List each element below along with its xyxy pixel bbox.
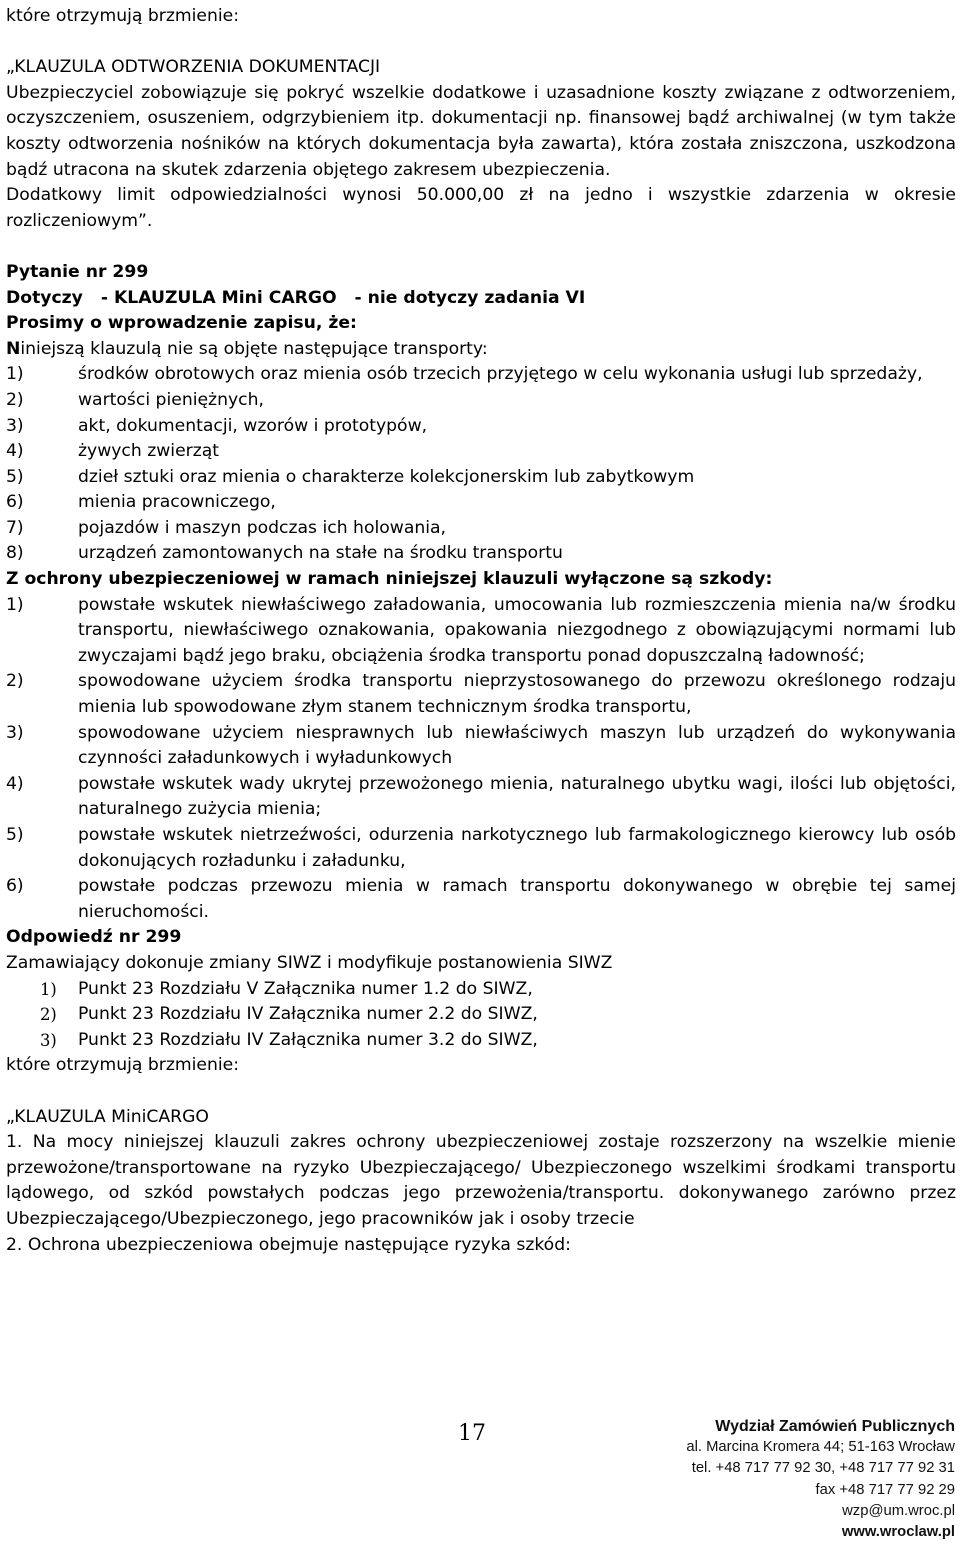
excluded-transports-list: [6, 362, 956, 567]
list-item-text: żywych zwierząt: [78, 441, 220, 462]
list-item-text: wartości pieniężnych,: [78, 389, 264, 410]
list-item: [6, 1002, 956, 1028]
list-item-text: mienia pracowniczego,: [78, 492, 276, 513]
page-number: 17: [458, 1421, 486, 1446]
answer-paragraph-2: 2. Ochrona ubezpieczeniowa obejmuje następujące ryzyka szkód:: [6, 1234, 571, 1255]
question-title: Pytanie nr 299: [6, 261, 149, 282]
office-contact-block: [686, 1416, 955, 1543]
list-item: [6, 874, 956, 925]
office-name: Wydział Zamówień Publicznych: [715, 1418, 955, 1435]
list-item-text: środków obrotowych oraz mienia osób trzecich przyjętego w celu wykonania usługi lub sprzedaży,: [78, 364, 923, 385]
answer-clause-title: „KLAUZULA MiniCARGO: [6, 1106, 209, 1127]
answer-items-list: [6, 977, 956, 1054]
list-item-number: 2): [6, 389, 24, 410]
list-item-number: 2): [6, 671, 24, 692]
office-email: wzp@um.wroc.pl: [842, 1502, 955, 1519]
list-item-text: powstałe wskutek niewłaściwego załadowania, umocowania lub rozmieszczenia mienia na/w środku transportu, niewłaściwego oznakowania, opakowania niezgodnego z obowiązującymi normami lub zwyczajami bądź jego braku, obciążenia środka transportu ponad dopuszczalną ładowność;: [78, 594, 956, 666]
list-item: [6, 414, 956, 440]
list-item: [6, 439, 956, 465]
spacer: [6, 1079, 956, 1105]
answer-paragraph-1: 1. Na mocy niniejszej klauzuli zakres ochrony ubezpieczeniowej zostaje rozszerzony na wszelkie mienie przewożone/transportowane na ryzyko Ubezpieczającego/ Ubezpieczonego wszelkimi środkami transportu lądowego, od szkód powstałych podczas jego przewożenia/transportu. dokonywanego zarówno przez Ubezpieczającego/Ubezpieczonego, jego pracowników jak i osoby trzecie: [6, 1132, 956, 1229]
list-item-number: 3): [6, 415, 24, 436]
list-item: [6, 541, 956, 567]
list-item-number: 4): [6, 441, 24, 462]
list-item-text: dzieł sztuki oraz mienia o charakterze kolekcjonerskim lub zabytkowym: [78, 466, 695, 487]
list-item: [6, 1028, 956, 1054]
spacer: [6, 234, 956, 260]
list-item: [6, 823, 956, 874]
list-item-number: 3): [40, 1030, 57, 1050]
list-item: [6, 669, 956, 720]
list-item-number: 7): [6, 517, 24, 538]
question-subject: Dotyczy - KLAUZULA Mini CARGO - nie dotyczy zadania VI: [6, 287, 586, 308]
list-item-text: Punkt 23 Rozdziału V Załącznika numer 1.2 do SIWZ,: [78, 978, 533, 999]
question-lead-rest: iniejszą klauzulą nie są objęte następujące transporty:: [20, 338, 488, 359]
list-item-number: 5): [6, 466, 24, 487]
list-item-text: urządzeń zamontowanych na stałe na środku transportu: [78, 543, 563, 564]
list-item-text: Punkt 23 Rozdziału IV Załącznika numer 3.2 do SIWZ,: [78, 1029, 538, 1050]
spacer: [6, 30, 956, 56]
office-fax: fax +48 717 77 92 29: [815, 1481, 955, 1498]
list-item-text: powstałe wskutek wady ukrytej przewożonego mienia, naturalnego ubytku wagi, ilości lub objętości, naturalnego zużycia mienia;: [78, 773, 956, 820]
list-item-number: 1): [40, 979, 57, 999]
list-item-number: 2): [40, 1005, 57, 1025]
office-website: www.wroclaw.pl: [841, 1524, 955, 1541]
list-item-number: 6): [6, 492, 24, 513]
list-item-number: 5): [6, 825, 24, 845]
list-item-number: 3): [6, 722, 24, 743]
list-item-number: 1): [6, 594, 24, 615]
list-item: [6, 490, 956, 516]
question-lead-initial: N: [6, 338, 21, 359]
question-lead: [6, 337, 956, 363]
list-item-text: pojazdów i maszyn podczas ich holowania,: [78, 517, 447, 538]
clause-title: „KLAUZULA ODTWORZENIA DOKUMENTACJI: [6, 57, 381, 78]
list-item-number: 8): [6, 543, 24, 564]
list-item: [6, 772, 956, 823]
list-item-number: 4): [6, 773, 24, 794]
list-item-text: powstałe wskutek nietrzeźwości, odurzenia narkotycznego lub farmakologicznego kierowcy lub osób dokonujących rozładunku i załadunku,: [78, 825, 956, 871]
list-item-number: 1): [6, 364, 24, 385]
list-item-text: powstałe podczas przewozu mienia w ramach transportu dokonywanego w obrębie tej samej nieruchomości.: [78, 876, 956, 922]
list-item: [6, 516, 956, 542]
excluded-damages-list: [6, 593, 956, 926]
list-item: [6, 977, 956, 1003]
clause-limit: Dodatkowy limit odpowiedzialności wynosi 50.000,00 zł na jedno i wszystkie zdarzenia w okresie rozliczeniowym”.: [6, 185, 956, 231]
document-body: [6, 4, 956, 1258]
answer-title: Odpowiedź nr 299: [6, 927, 182, 948]
list-item-number: 6): [6, 876, 24, 897]
intro-line: które otrzymują brzmienie:: [6, 6, 239, 26]
list-item: [6, 362, 956, 388]
exclusions-heading: Z ochrony ubezpieczeniowej w ramach niniejszej klauzuli wyłączone są szkody:: [6, 569, 773, 590]
office-address: al. Marcina Kromera 44; 51-163 Wrocław: [686, 1439, 955, 1456]
answer-lead: Zamawiający dokonuje zmiany SIWZ i modyfikuje postanowienia SIWZ: [6, 952, 613, 973]
question-request: Prosimy o wprowadzenie zapisu, że:: [6, 313, 357, 334]
list-item: [6, 593, 956, 670]
list-item-text: akt, dokumentacji, wzorów i prototypów,: [78, 415, 428, 436]
answer-receive-line: które otrzymują brzmienie:: [6, 1055, 239, 1076]
office-phone: tel. +48 717 77 92 30, +48 717 77 92 31: [691, 1460, 955, 1477]
list-item-text: spowodowane użyciem niesprawnych lub niewłaściwych maszyn lub urządzeń do wykonywania czynności załadunkowych i wyładunkowych: [78, 722, 956, 769]
list-item: [6, 465, 956, 491]
list-item: [6, 721, 956, 772]
list-item-text: Punkt 23 Rozdziału IV Załącznika numer 2.2 do SIWZ,: [78, 1004, 538, 1025]
list-item-text: spowodowane użyciem środka transportu nieprzystosowanego do przewozu określonego rodzaju mienia lub spowodowane złym stanem technicznym środka transportu,: [78, 671, 956, 718]
clause-body: Ubezpieczyciel zobowiązuje się pokryć wszelkie dodatkowe i uzasadnione koszty związane z odtworzeniem, oczyszczeniem, osuszeniem, odgrzybieniem itp. dokumentacji np. finansowej bądź archiwalnej (w tym także koszty odtworzenia nośników na których dokumentacja była zawarta), która została zniszczona, uszkodzona bądź utracona na skutek zdarzenia objętego zakresem ubezpieczenia.: [6, 82, 956, 180]
list-item: [6, 388, 956, 414]
